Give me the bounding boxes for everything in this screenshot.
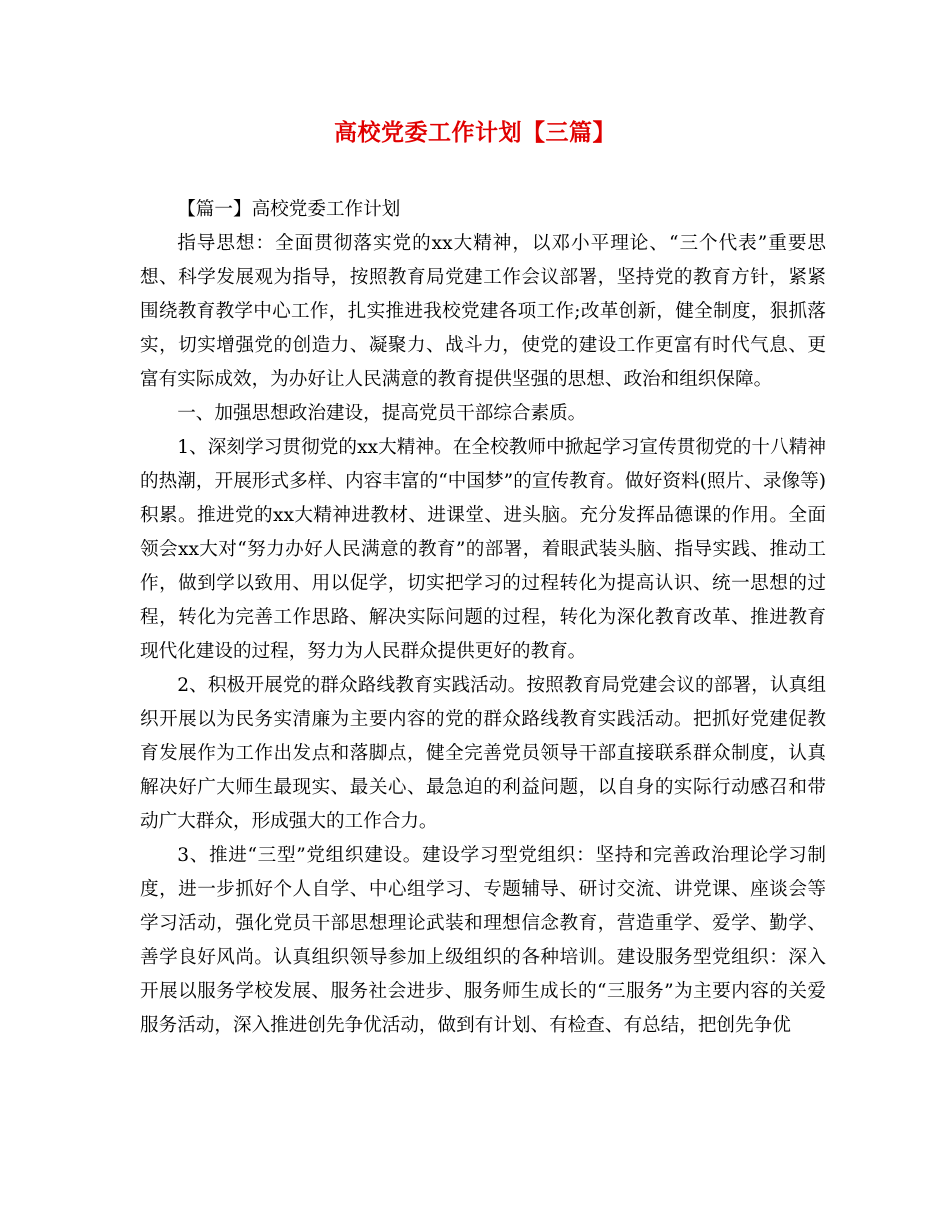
- paragraph-item-3: 3、推进“三型”党组织建设。建设学习型党组织：坚持和完善政治理论学习制度，进一步抓好个人自学、中心组学习、专题辅导、研讨交流、讲党课、座谈会等学习活动，强化党员干部思想理论武装和理想信念教育，营造重学、爱学、勤学、善学良好风尚。认真组织领导参加上级组织的各种培训。建设服务型党组织：深入开展以服务学校发展、服务社会进步、服务师生成长的“三服务”为主要内容的关爱服务活动，深入推进创先争优活动，做到有计划、有检查、有总结，把创先争优: [140, 845, 826, 1036]
- paragraph-item-1: 1、深刻学习贯彻党的xx大精神。在全校教师中掀起学习宣传贯彻党的十八精神的热潮，开展形式多样、内容丰富的“中国梦”的宣传教育。做好资料(照片、录像等)积累。推进党的xx大精神进教材、进课堂、进头脑。充分发挥品德课的作用。全面领会xx大对“努力办好人民满意的教育”的部署，着眼武装头脑、指导实践、推动工作，做到学以致用、用以促学，切实把学习的过程转化为提高认识、统一思想的过程，转化为完善工作思路、解决实际问题的过程，转化为深化教育改革、推进教育现代化建设的过程，努力为人民群众提供更好的教育。: [140, 437, 826, 662]
- document-title: 高校党委工作计划【三篇】: [334, 119, 616, 146]
- paragraph-item-2: 2、积极开展党的群众路线教育实践活动。按照教育局党建会议的部署，认真组织开展以为民务实清廉为主要内容的党的群众路线教育实践活动。把抓好党建促教育发展作为工作出发点和落脚点，健全完善党员领导干部直接联系群众制度，认真解决好广大师生最现实、最关心、最急迫的利益问题，以自身的实际行动感召和带动广大群众，形成强大的工作合力。: [140, 675, 826, 832]
- document-body: [140, 193, 826, 1043]
- paragraph-guiding-ideology: 指导思想：全面贯彻落实党的xx大精神，以邓小平理论、“三个代表”重要思想、科学发展观为指导，按照教育局党建工作会议部署，坚持党的教育方针，紧紧围绕教育教学中心工作，扎实推进我校党建各项工作;改革创新，健全制度，狠抓落实，切实增强党的创造力、凝聚力、战斗力，使党的建设工作更富有时代气息、更富有实际成效，为办好让人民满意的教育提供坚强的思想、政治和组织保障。: [140, 233, 826, 390]
- section-heading: 【篇一】高校党委工作计划: [177, 199, 401, 220]
- paragraph-heading-one: 一、加强思想政治建设，提高党员干部综合素质。: [177, 403, 587, 424]
